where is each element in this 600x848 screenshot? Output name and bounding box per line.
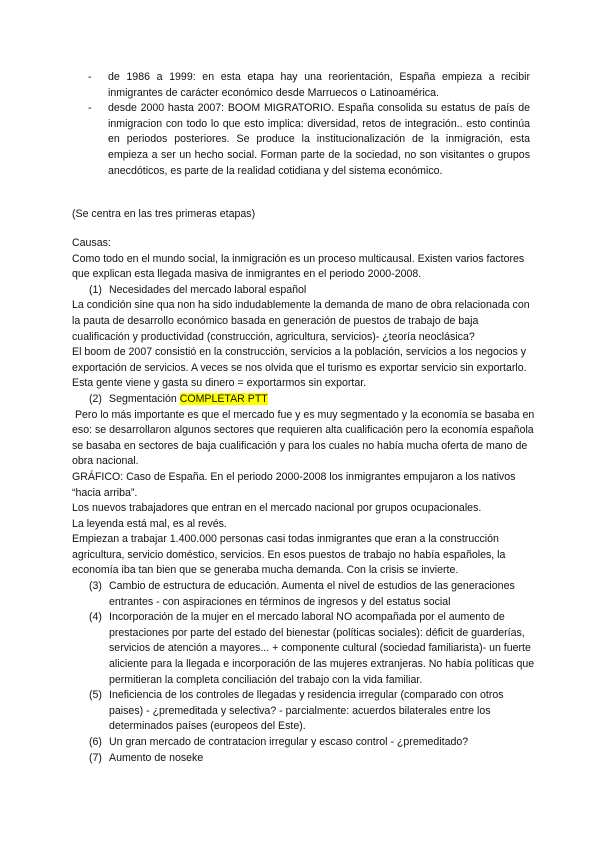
- paragraph: Los nuevos trabajadores que entran en el mercado nacional por grupos ocupacionales.: [72, 502, 482, 515]
- numbered-item: [72, 735, 537, 751]
- paragraph: GRÁFICO: Caso de España. En el periodo 2000-2008 los inmigrantes empujaron a los nativos “hacia arriba”.: [72, 470, 516, 499]
- item-text: Incorporación de la mujer en el mercado laboral NO acompañada por el aumento de prestaciones por parte del estado del bienestar (políticas sociales): déficit de guarderías, servicios de atención a mayores... + componente cultural (sociedad familiarista)- un fuerte aliciente para la llegada e incorporación de las mujeres extranjeras. No había políticas que permitieran la completa conciliación del trabajo con la vida familiar.: [109, 611, 535, 686]
- item-number: (6): [89, 736, 102, 748]
- item-number: (4): [89, 611, 102, 624]
- intro-paragraph: Como todo en el mundo social, la inmigración es un proceso multicausal. Existen varios factores que explican esta llegada masiva de inmigrantes en el periodo 2000-2008.: [72, 252, 525, 281]
- dash-marker: -: [88, 102, 92, 115]
- item-text: Ineficiencia de los controles de llegadas y residencia irregular (comparado con otros paises) - ¿premeditada y selectiva? - parcialmente: acuerdos bilaterales entre los determinados países (europeos del Este).: [109, 689, 504, 733]
- numbered-item: [72, 751, 537, 767]
- stage-text: desde 2000 hasta 2007: BOOM MIGRATORIO. España consolida su estatus de país de inmigracion con todo lo que esto implica: diversidad, retos de integración.. esto continúa en periodos posteriores. Se produce la institucionalización de la inmigración, esta empieza a ser un hecho social. Forman parte de la sociedad, no son visitantes o grupos anecdóticos, es parte de la realidad cotidiana y del sistema económico.: [108, 102, 530, 177]
- item-number: (2): [89, 392, 102, 405]
- item-text: Necesidades del mercado laboral español: [109, 283, 307, 296]
- item-number: (3): [89, 580, 102, 593]
- dash-marker: -: [88, 71, 92, 83]
- numbered-item: [72, 392, 537, 408]
- list-item: [88, 70, 530, 101]
- causes-section: [72, 236, 537, 766]
- item-text: Aumento de noseke: [109, 751, 204, 764]
- item-text: Cambio de estructura de educación. Aumenta el nivel de estudios de las generaciones entrantes - con aspiraciones en términos de ingresos y del estatus social: [109, 580, 515, 608]
- paragraph: La leyenda está mal, es al revés.: [72, 517, 227, 530]
- numbered-item: [72, 579, 537, 610]
- paragraph: Pero lo más importante es que el mercado fue y es muy segmentado y la economía se basaba en eso: se desarrollaron algunos sectores que requieren alta cualificación pero la economía española se basaba en sectores de baja cualificación y para los cuales no había mucha oferta de mano de obra nacional.: [72, 408, 538, 468]
- item-number: (5): [89, 689, 102, 702]
- note-text: (Se centra en las tres primeras etapas): [72, 208, 256, 220]
- paragraph: La condición sine qua non ha sido indudablemente la demanda de mano de obra relacionada con la pauta de desarrollo económico basada en generación de puestos de trabajo de baja cualificación y productividad (construcción, agricultura, servicios)- ¿teoría neoclásica?: [72, 299, 530, 343]
- highlighted-todo: COMPLETAR PTT: [179, 392, 268, 405]
- paragraph: El boom de 2007 consistió en la construcción, servicios a la población, servicios a los negocios y exportación de servicios. A veces se nos olvida que el turismo es exportar servicio sin exportarlo. Esta gente viene y gasta su dinero = exportarmos sin exportar.: [72, 346, 527, 390]
- numbered-item: [72, 283, 537, 299]
- stage-text: de 1986 a 1999: en esta etapa hay una reorientación, España empieza a recibir inmigrantes de carácter económico desde Marruecos o Latinoamérica.: [108, 71, 530, 99]
- stages-list: [88, 70, 530, 179]
- section-heading: Causas:: [72, 237, 111, 249]
- numbered-item: [72, 688, 537, 735]
- item-number: (7): [89, 751, 102, 764]
- numbered-item: [72, 610, 537, 688]
- paragraph: Empiezan a trabajar 1.400.000 personas casi todas inmigrantes que eran a la construcción agricultura, servicio doméstico, servicios. En esos puestos de trabajo no había españoles, la economía iba tan bien que se generaba mucha demanda. Con la crisis se invierte.: [72, 533, 506, 577]
- item-text: Segmentación: [109, 392, 177, 405]
- item-number: (1): [89, 283, 102, 296]
- item-text: Un gran mercado de contratacion irregular y escaso control - ¿premeditado?: [109, 736, 469, 748]
- list-item: [88, 101, 530, 179]
